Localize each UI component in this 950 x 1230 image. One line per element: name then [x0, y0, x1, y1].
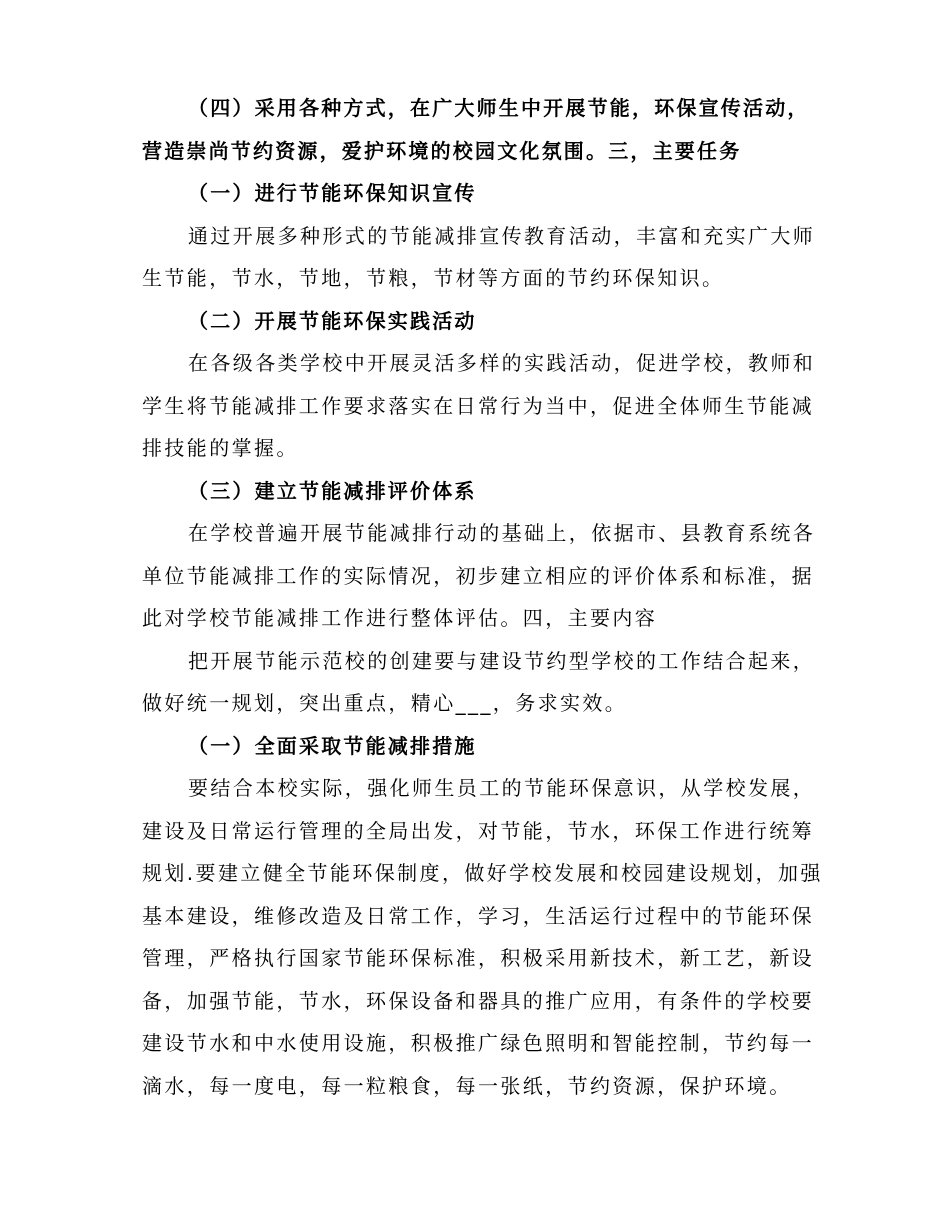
paragraph-line: 要结合本校实际，强化师生员工的节能环保意识，从学校发展，	[188, 776, 816, 800]
section-heading: （三）建立节能减排评价体系	[188, 479, 477, 503]
paragraph-line: 在各级各类学校中开展灵活多样的实践活动，促进学校，教师和	[188, 351, 816, 375]
paragraph-line: 备，加强节能，节水，环保设备和器具的推广应用，有条件的学校要	[142, 989, 814, 1013]
paragraph-line: 排技能的掌握。	[142, 436, 299, 460]
paragraph-line: （四）采用各种方式，在广大师生中开展节能，环保宣传活动，	[188, 96, 810, 120]
paragraph-line: 滴水，每一度电，每一粒粮食，每一张纸，节约资源，保护环境。	[142, 1074, 792, 1098]
paragraph-line: 此对学校节能减排工作进行整体评估。四，主要内容	[142, 606, 658, 630]
paragraph-line: 生节能，节水，节地，节粮，节材等方面的节约环保知识。	[142, 266, 725, 290]
section-heading: （二）开展节能环保实践活动	[188, 309, 477, 333]
paragraph-line: 单位节能减排工作的实际情况，初步建立相应的评价体系和标准，据	[142, 564, 814, 588]
section-heading: （一）进行节能环保知识宣传	[188, 181, 477, 205]
paragraph-line: 在学校普遍开展节能减排行动的基础上，依据市、县教育系统各	[188, 521, 816, 545]
paragraph-line: 建设及日常运行管理的全局出发，对节能，节水，环保工作进行统筹	[142, 819, 814, 843]
paragraph-line: 建设节水和中水使用设施，积极推广绿色照明和智能控制，节约每一	[142, 1031, 814, 1055]
paragraph-line: 学生将节能减排工作要求落实在日常行为当中，促进全体师生节能减	[142, 394, 814, 418]
paragraph-line: 做好统一规划，突出重点，精心___，务求实效。	[142, 691, 628, 715]
section-heading: （一）全面采取节能减排措施	[188, 734, 477, 758]
paragraph-line: 基本建设，维修改造及日常工作，学习，生活运行过程中的节能环保	[142, 904, 814, 928]
paragraph-line: 规划.要建立健全节能环保制度，做好学校发展和校园建设规划，加强	[142, 861, 823, 885]
paragraph-line: 营造崇尚节约资源，爱护环境的校园文化氛围。三，主要任务	[142, 139, 742, 163]
paragraph-line: 通过开展多种形式的节能减排宣传教育活动，丰富和充实广大师	[188, 224, 816, 248]
paragraph-line: 把开展节能示范校的创建要与建设节约型学校的工作结合起来，	[188, 649, 816, 673]
paragraph-line: 管理，严格执行国家节能环保标准，积极采用新技术，新工艺，新设	[142, 946, 814, 970]
